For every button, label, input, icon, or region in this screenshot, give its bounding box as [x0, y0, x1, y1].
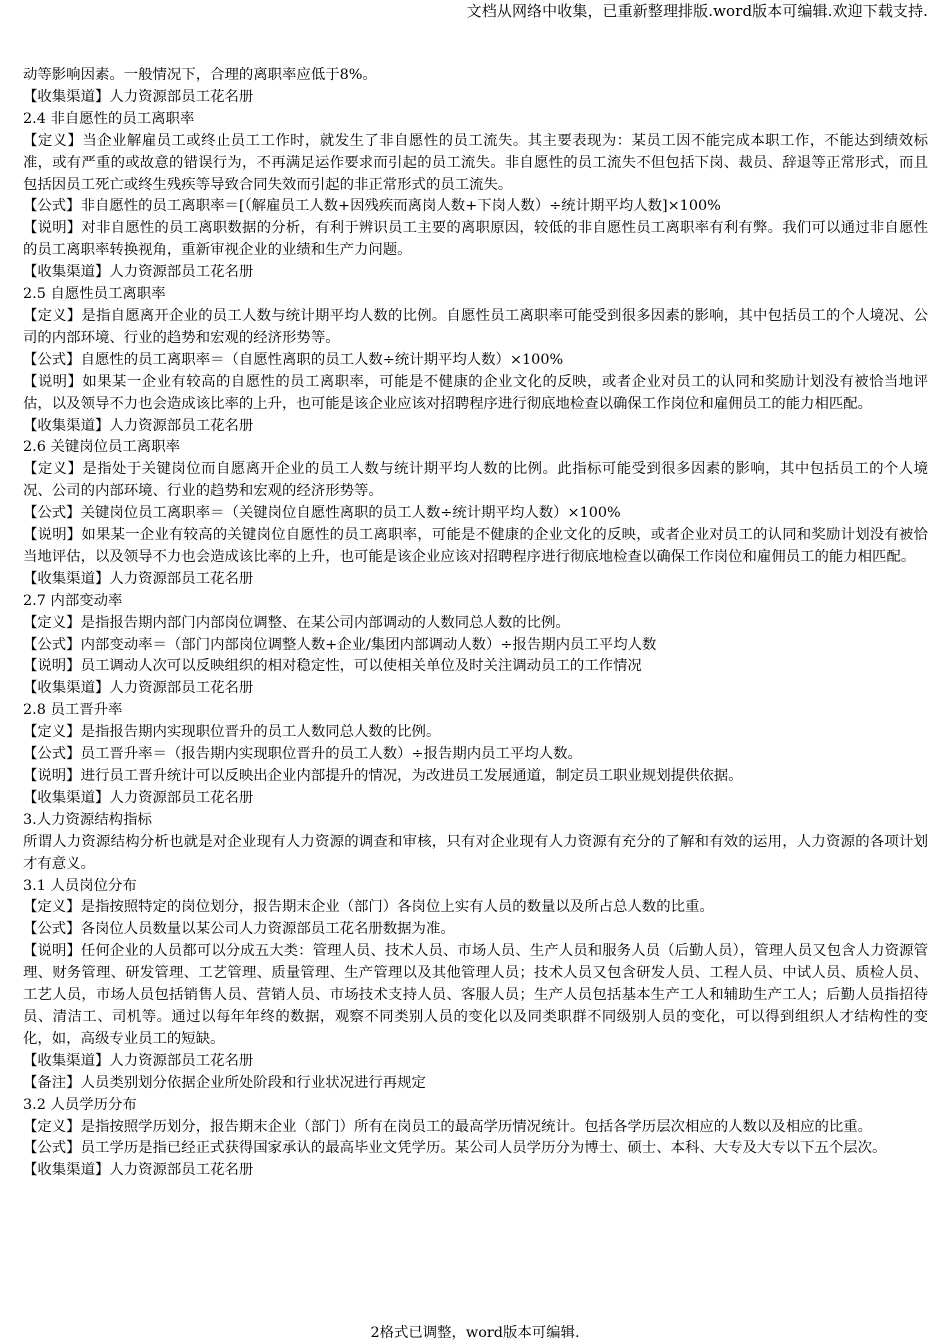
paragraph: 【说明】对非自愿性的员工离职数据的分析，有利于辨识员工主要的离职原因，较低的非自愿性员工离职率有利有弊。我们可以通过非自愿性的员工离职率转换视角，重新审视企业的业绩和生产力问题。 — [23, 220, 928, 259]
paragraph: 2.4 非自愿性的员工离职率 — [23, 110, 195, 127]
paragraph: 【公式】内部变动率＝（部门内部岗位调整人数+企业/集团内部调动人数）÷报告期内员工平均人数 — [23, 636, 657, 653]
paragraph: 【收集渠道】人力资源部员工花名册 — [23, 264, 254, 281]
paragraph: 【说明】员工调动人次可以反映组织的相对稳定性，可以使相关单位及时关注调动员工的工作情况 — [23, 658, 642, 675]
paragraph: 【说明】如果某一企业有较高的关键岗位自愿性的员工离职率，可能是不健康的企业文化的反映，或者企业对员工的认同和奖励计划没有被恰当地评估，以及领导不力也会造成该比率的上升，也可能是该企业应该对招聘程序进行彻底地检查以确保工作岗位和雇佣员工的能力相匹配。 — [23, 527, 928, 565]
paragraph: 【公式】自愿性的员工离职率＝（自愿性离职的员工人数÷统计期平均人数）×100% — [23, 351, 564, 368]
paragraph: 【公式】关键岗位员工离职率＝（关键岗位自愿性离职的员工人数÷统计期平均人数）×100% — [23, 505, 621, 522]
paragraph: 动等影响因素。一般情况下，合理的离职率应低于8%。 — [23, 67, 377, 83]
paragraph: 2.5 自愿性员工离职率 — [23, 286, 166, 303]
paragraph: 2.7 内部变动率 — [23, 592, 123, 609]
page-footer: 2格式已调整，word版本可编辑. — [370, 1325, 580, 1341]
paragraph: 【定义】是指按照特定的岗位划分，报告期末企业（部门）各岗位上实有人员的数量以及所占总人数的比重。 — [23, 899, 714, 916]
paragraph: 3.人力资源结构指标 — [23, 811, 152, 828]
paragraph: 【收集渠道】人力资源部员工花名册 — [23, 789, 254, 806]
paragraph: 【说明】任何企业的人员都可以分成五大类：管理人员、技术人员、市场人员、生产人员和服务人员（后勤人员），管理人员又包含人力资源管理、财务管理、研发管理、工艺管理、质量管理、生产管理以及其他管理人员；技术人员又包含研发人员、工程人员、中试人员、质检人员、工艺人员，市场人员包括销售人员、营销人员、市场技术支持人员、客服人员；生产人员包括基本生产工人和辅助生产工人；后勤人员指招待员、清洁工、司机等。通过以每年年终的数据，观察不同类别人员的变化以及同类职群不同级别人员的变化，可以得到组织人才结构性的变化，如，高级专业员工的短缺。 — [23, 943, 928, 1047]
document-body — [23, 65, 928, 1182]
paragraph: 2.6 关键岗位员工离职率 — [23, 439, 180, 456]
paragraph: 【定义】是指处于关键岗位而自愿离开企业的员工人数与统计期平均人数的比例。此指标可能受到很多因素的影响，其中包括员工的个人境况、公司的内部环境、行业的趋势和宏观的经济形势等。 — [23, 461, 928, 500]
paragraph: 【公式】非自愿性的员工离职率＝[（解雇员工人数+因残疾而离岗人数+下岗人数）÷统计期平均人数]×100% — [23, 198, 721, 215]
paragraph: 2.8 员工晋升率 — [23, 702, 123, 719]
paragraph: 【收集渠道】人力资源部员工花名册 — [23, 88, 254, 105]
paragraph: 【说明】进行员工晋升统计可以反映出企业内部提升的情况，为改进员工发展通道，制定员工职业规划提供依据。 — [23, 768, 743, 784]
paragraph: 【收集渠道】人力资源部员工花名册 — [23, 680, 254, 697]
paragraph: 【收集渠道】人力资源部员工花名册 — [23, 1162, 254, 1179]
paragraph: 【公式】各岗位人员数量以某公司人力资源部员工花名册数据为准。 — [23, 921, 455, 938]
paragraph: 3.1 人员岗位分布 — [23, 877, 137, 894]
paragraph: 【定义】是指报告期内实现职位晋升的员工人数同总人数的比例。 — [23, 724, 441, 741]
paragraph: 【定义】是指报告期内部门内部岗位调整、在某公司内部调动的人数同总人数的比例。 — [23, 614, 570, 631]
paragraph: 【公式】员工学历是指已经正式获得国家承认的最高毕业文凭学历。某公司人员学历分为博士、硕士、本科、大专及大专以下五个层次。 — [23, 1140, 887, 1157]
paragraph: 【定义】是指按照学历划分，报告期末企业（部门）所有在岗员工的最高学历情况统计。包括各学历层次相应的人数以及相应的比重。 — [23, 1118, 873, 1135]
paragraph: 【说明】如果某一企业有较高的自愿性的员工离职率，可能是不健康的企业文化的反映，或者企业对员工的认同和奖励计划没有被恰当地评估，以及领导不力也会造成该比率的上升，也可能是该企业应该对招聘程序进行彻底地检查以确保工作岗位和雇佣员工的能力相匹配。 — [23, 373, 928, 412]
page-header: 文档从网络中收集，已重新整理排版.word版本可编辑.欢迎下载支持. — [466, 2, 928, 20]
paragraph: 【公式】员工晋升率＝（报告期内实现职位晋升的员工人数）÷报告期内员工平均人数。 — [23, 746, 582, 763]
paragraph: 【收集渠道】人力资源部员工花名册 — [23, 417, 254, 434]
paragraph: 【定义】当企业解雇员工或终止员工工作时，就发生了非自愿性的员工流失。其主要表现为：某员工因不能完成本职工作，不能达到绩效标准，或有严重的或故意的错误行为，不再满足运作要求而引起的员工流失。非自愿性的员工流失不但包括下岗、裁员、辞退等正常形式，而且包括因员工死亡或终生残疾等导致合同失效而引起的非正常形式的员工流失。 — [23, 132, 928, 193]
paragraph: 【定义】是指自愿离开企业的员工人数与统计期平均人数的比例。自愿性员工离职率可能受到很多因素的影响，其中包括员工的个人境况、公司的内部环境、行业的趋势和宏观的经济形势等。 — [23, 307, 928, 346]
paragraph: 【备注】人员类别划分依据企业所处阶段和行业状况进行再规定 — [23, 1074, 426, 1091]
paragraph: 所谓人力资源结构分析也就是对企业现有人力资源的调查和审核，只有对企业现有人力资源有充分的了解和有效的运用，人力资源的各项计划才有意义。 — [23, 833, 928, 872]
paragraph: 3.2 人员学历分布 — [23, 1096, 137, 1113]
paragraph: 【收集渠道】人力资源部员工花名册 — [23, 1052, 254, 1069]
paragraph: 【收集渠道】人力资源部员工花名册 — [23, 570, 254, 587]
